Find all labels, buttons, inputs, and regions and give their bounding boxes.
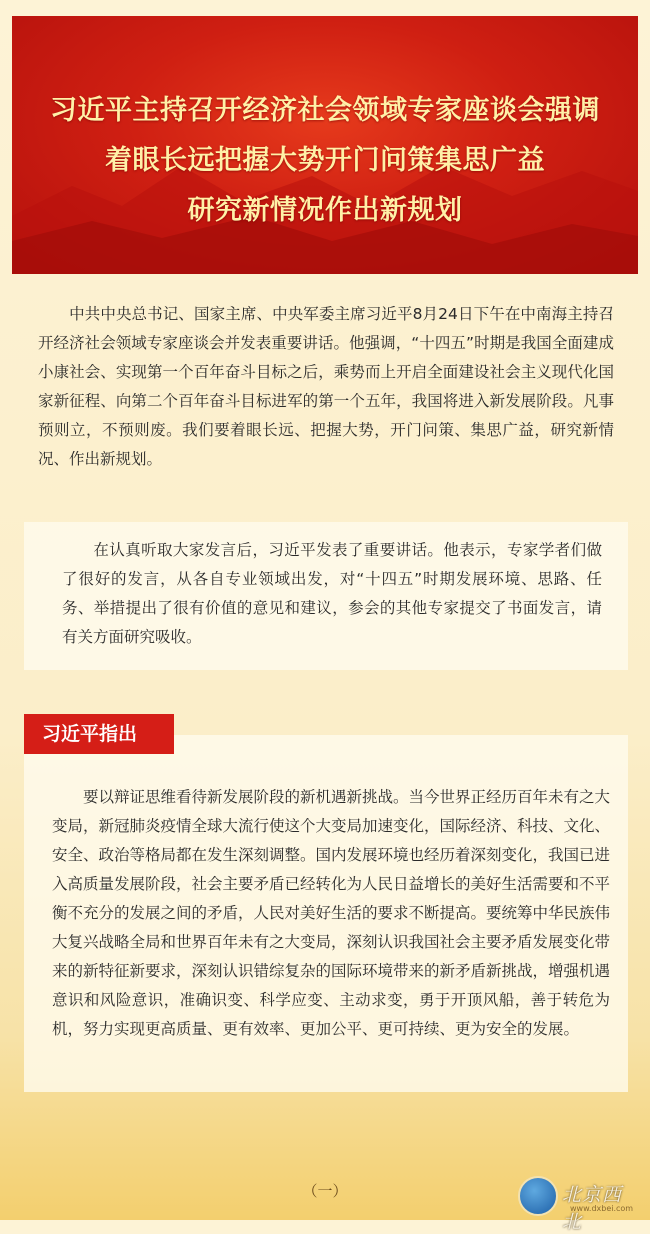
intro-text: 中共中央总书记、国家主席、中央军委主席习近平8月24日下午在中南海主持召开经济社会领域专家座谈会并发表重要讲话。他强调，“十四五”时期是我国全面建成小康社会、实现第一个百年奋斗目标之后，乘势而上开启全面建设社会主义现代化国家新征程、向第二个百年奋斗目标进军的第一个五年，我国将进入新发展阶段。凡事预则立，不预则废。我们要着眼长远、把握大势，开门问策、集思广益，研究新情况、作出新规划。 xyxy=(38,305,614,468)
section-card xyxy=(24,735,628,1092)
intro-block xyxy=(38,300,614,474)
logo-text: 北京西北 xyxy=(562,1184,623,1233)
site-logo xyxy=(518,1176,638,1233)
section-text: 要以辩证思维看待新发展阶段的新机遇新挑战。当今世界正经历百年未有之大变局，新冠肺炎疫情全球大流行使这个大变局加速变化，国际经济、科技、文化、安全、政治等格局都在发生深刻调整。国内发展环境也经历着深刻变化，我国已进入高质量发展阶段，社会主要矛盾已经转化为人民日益增长的美好生活需要和不平衡不充分的发展之间的矛盾，人民对美好生活的要求不断提高。要统筹中华民族伟大复兴战略全局和世界百年未有之大变局，深刻认识我国社会主要矛盾发展变化带来的新特征新要求，深刻认识错综复杂的国际环境带来的新矛盾新挑战，增强机遇意识和风险意识，准确识变、科学应变、主动求变，勇于开顶风船，善于转危为机，努力实现更高质量、更有效率、更加公平、更可持续、更为安全的发展。 xyxy=(52,788,611,1038)
section-tag: 习近平指出 xyxy=(24,714,174,754)
logo-url: www.dxbei.com xyxy=(570,1204,634,1213)
title-line-2: 着眼长远把握大势开门问策集思广益 xyxy=(105,145,545,176)
section-paragraph xyxy=(52,783,610,1044)
page-number: （一） xyxy=(302,1182,348,1200)
speech-text: 在认真听取大家发言后，习近平发表了重要讲话。他表示，专家学者们做了很好的发言，从各自专业领域出发，对“十四五”时期发展环境、思路、任务、举措提出了很有价值的意见和建议，参会的其他专家提交了书面发言，请有关方面研究吸收。 xyxy=(62,541,602,646)
title-line-1: 习近平主持召开经济社会领域专家座谈会强调 xyxy=(50,95,600,126)
speech-paragraph xyxy=(62,536,602,652)
header-banner xyxy=(12,16,638,274)
page-title xyxy=(12,86,638,236)
emblem-icon xyxy=(518,1176,558,1216)
intro-paragraph xyxy=(38,300,614,474)
title-line-3: 研究新情况作出新规划 xyxy=(187,195,463,226)
speech-card xyxy=(24,522,628,670)
